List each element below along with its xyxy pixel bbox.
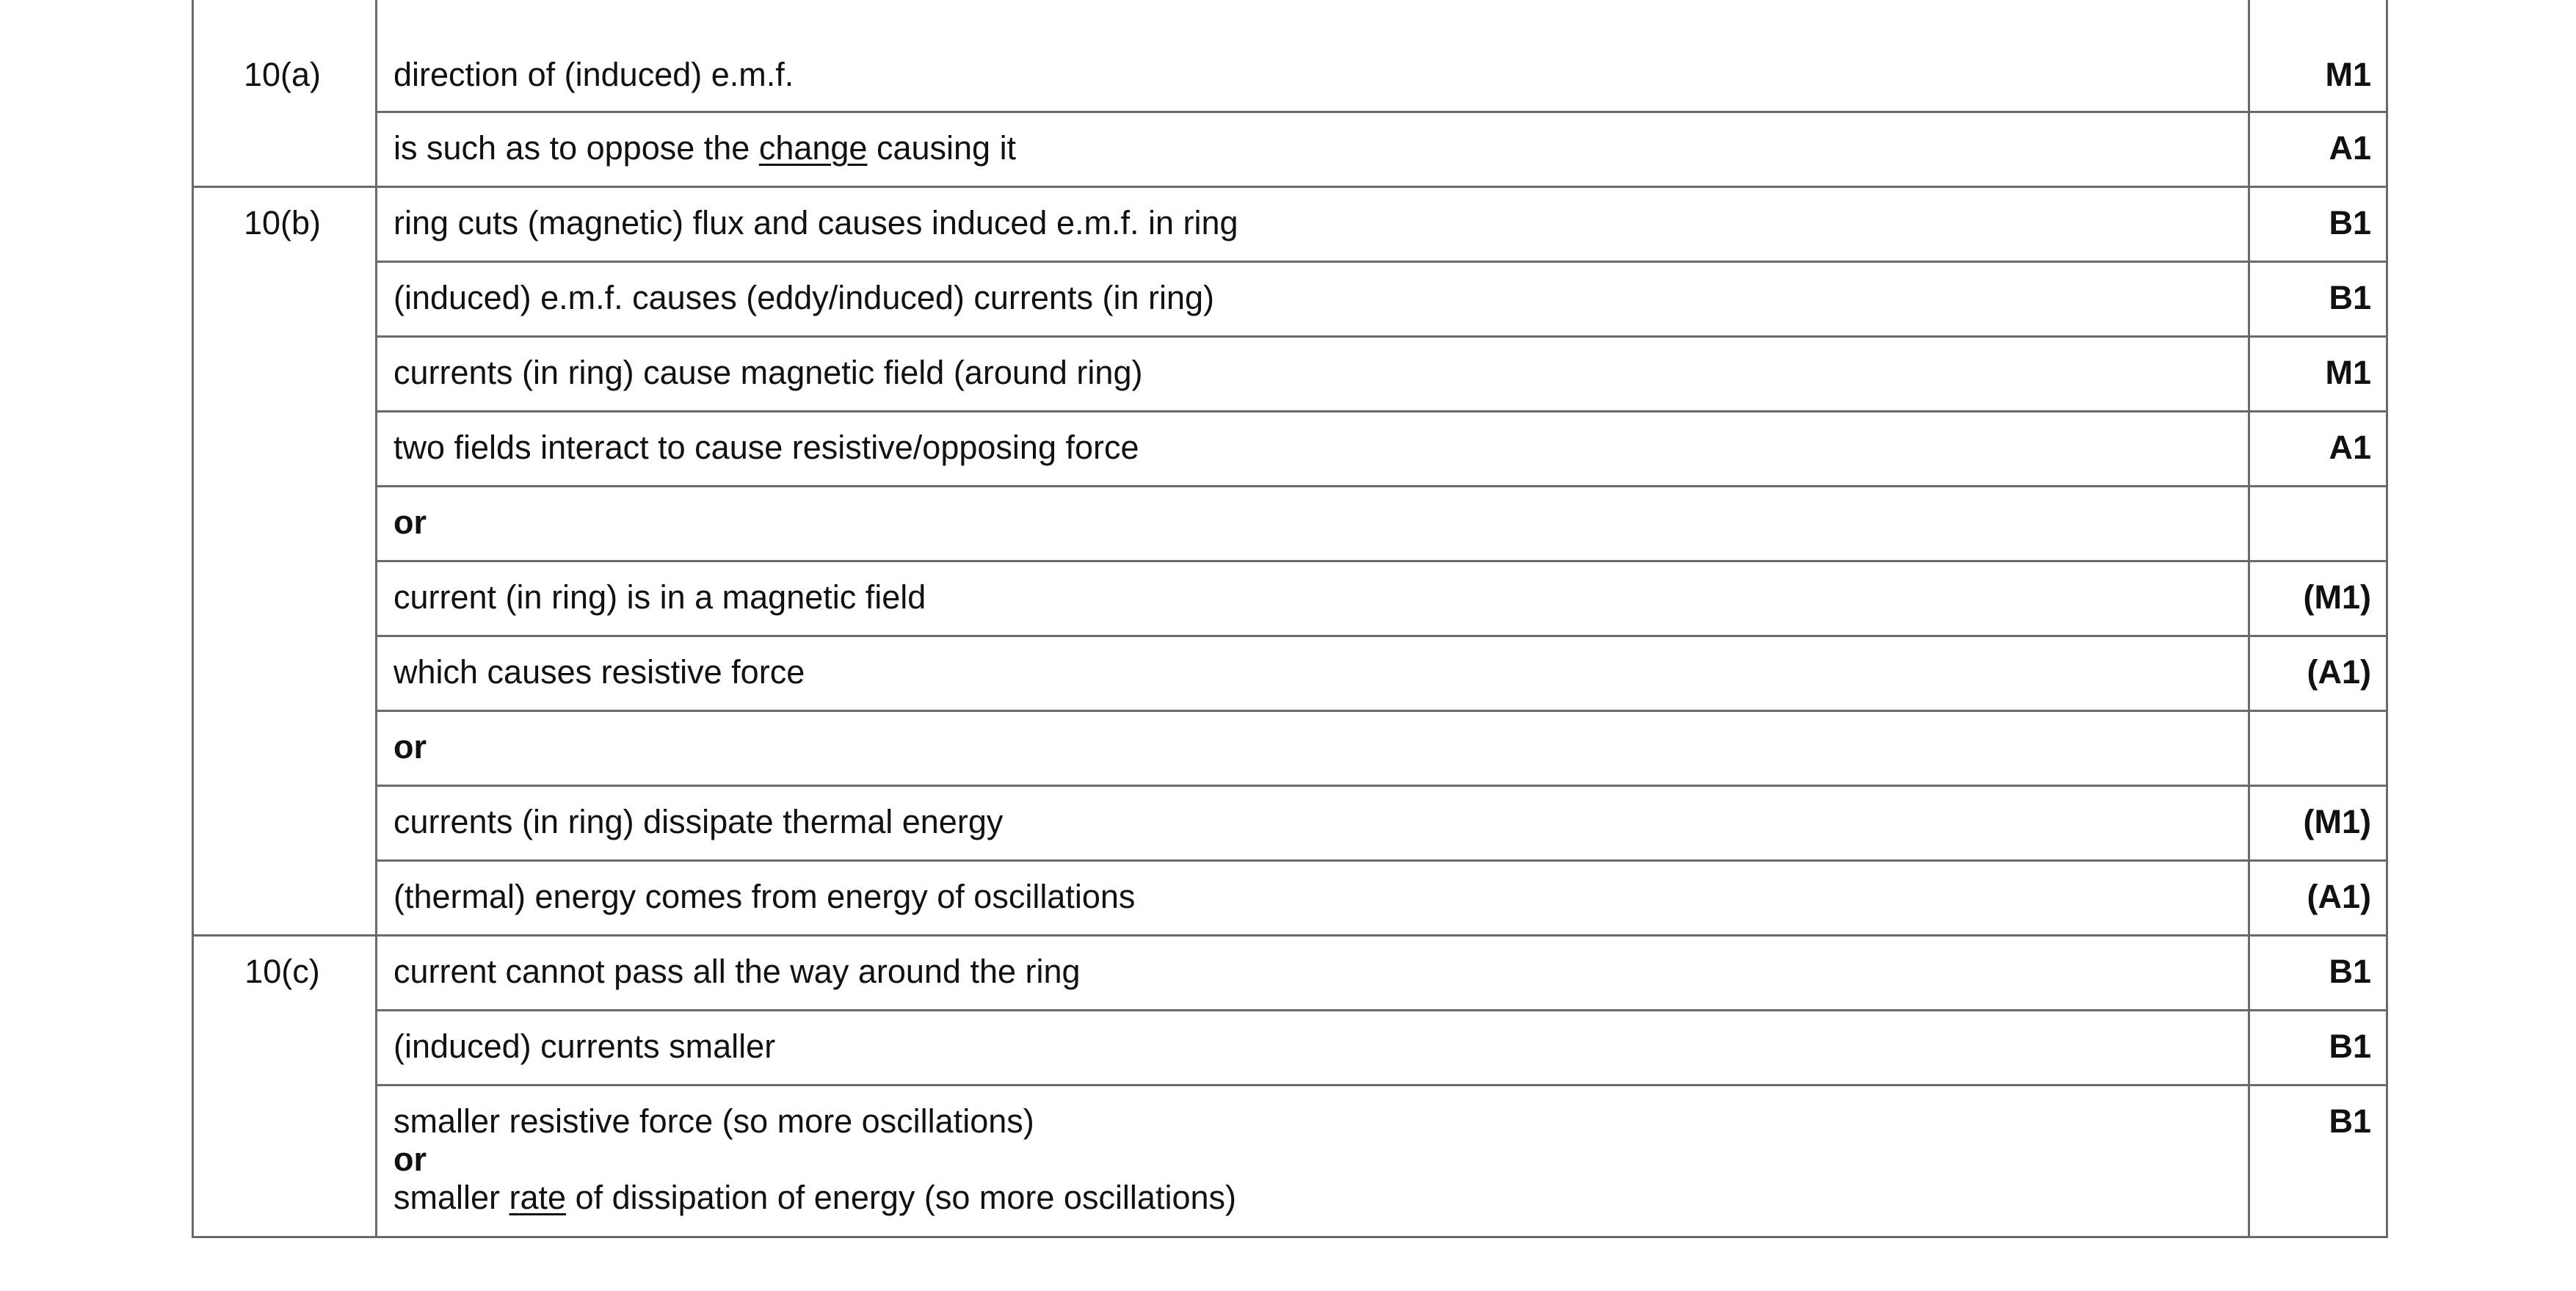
answer-text: currents (in ring) dissipate thermal energy [377, 785, 2249, 860]
mark-value: (A1) [2249, 860, 2387, 935]
table-row [193, 411, 2387, 486]
answer-line: smaller rate of dissipation of energy (so more oscillations) [393, 1178, 1236, 1216]
mark-value: B1 [2249, 261, 2387, 336]
answer-text: direction of (induced) e.m.f. [377, 0, 2249, 112]
table-row [193, 710, 2387, 785]
underlined-word: change [758, 128, 868, 167]
table-row [193, 860, 2387, 935]
underlined-word: rate [509, 1178, 567, 1216]
answer-text: current (in ring) is in a magnetic field [377, 561, 2249, 636]
table-row [193, 261, 2387, 336]
table-row [193, 785, 2387, 860]
or-separator: or [377, 486, 2249, 561]
mark-value: B1 [2249, 1010, 2387, 1085]
question-number: 10(a) [193, 0, 377, 186]
mark-value: A1 [2249, 112, 2387, 186]
answer-text [377, 1085, 2249, 1237]
or-separator: or [393, 1140, 427, 1178]
table-row [193, 186, 2387, 261]
mark-value: A1 [2249, 411, 2387, 486]
answer-text: two fields interact to cause resistive/opposing force [377, 411, 2249, 486]
mark-value: B1 [2249, 935, 2387, 1010]
table-row [193, 112, 2387, 186]
answer-text: (thermal) energy comes from energy of oscillations [377, 860, 2249, 935]
table-row [193, 0, 2387, 112]
mark-value: (A1) [2249, 636, 2387, 710]
answer-text: currents (in ring) cause magnetic field (around ring) [377, 336, 2249, 411]
mark-value [2249, 486, 2387, 561]
mark-value: M1 [2249, 0, 2387, 112]
table-row [193, 336, 2387, 411]
or-separator: or [377, 710, 2249, 785]
mark-scheme-table [192, 0, 2388, 1238]
answer-text: which causes resistive force [377, 636, 2249, 710]
answer-line: smaller resistive force (so more oscillations) [393, 1102, 1034, 1140]
mark-value [2249, 710, 2387, 785]
mark-value: (M1) [2249, 561, 2387, 636]
mark-value: B1 [2249, 1085, 2387, 1237]
table-row [193, 486, 2387, 561]
mark-value: B1 [2249, 186, 2387, 261]
mark-value: (M1) [2249, 785, 2387, 860]
question-number: 10(c) [193, 935, 377, 1237]
table-row [193, 636, 2387, 710]
answer-text: (induced) currents smaller [377, 1010, 2249, 1085]
answer-text: ring cuts (magnetic) flux and causes induced e.m.f. in ring [377, 186, 2249, 261]
answer-text: current cannot pass all the way around the ring [377, 935, 2249, 1010]
answer-text: is such as to oppose the change causing it [377, 112, 2249, 186]
table-row [193, 1010, 2387, 1085]
answer-text: (induced) e.m.f. causes (eddy/induced) currents (in ring) [377, 261, 2249, 336]
question-number: 10(b) [193, 186, 377, 935]
table-row [193, 1085, 2387, 1237]
table-row [193, 561, 2387, 636]
mark-value: M1 [2249, 336, 2387, 411]
table-row [193, 935, 2387, 1010]
